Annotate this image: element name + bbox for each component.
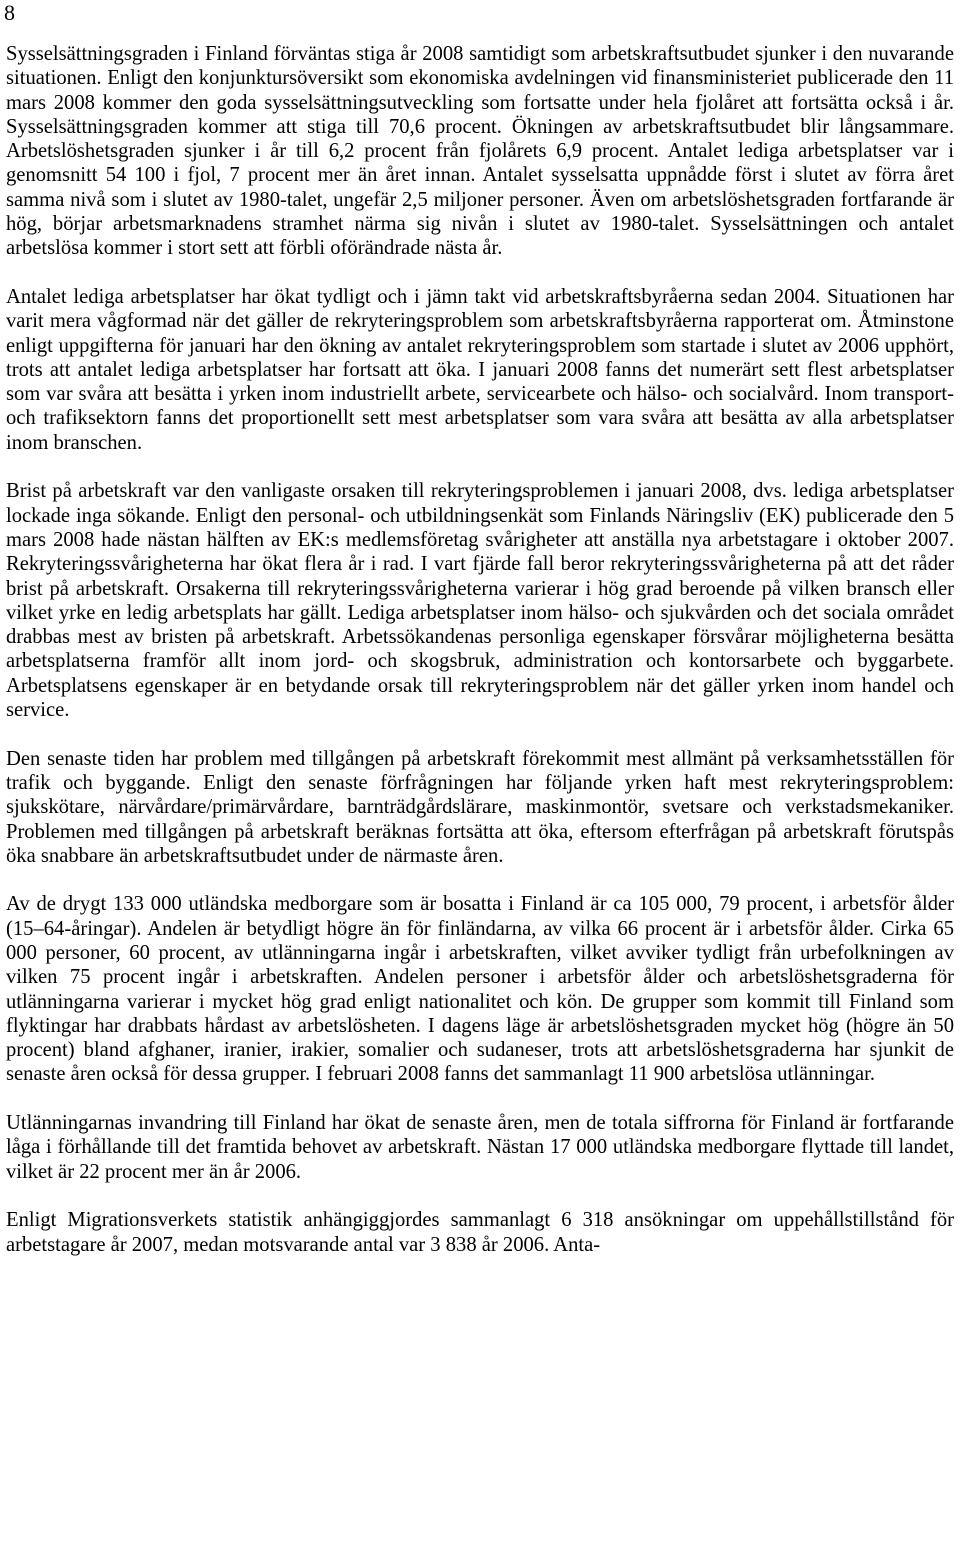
paragraph-employment-rate: Sysselsättningsgraden i Finland förväntas stiga år 2008 samtidigt som arbetskraftsutbudet sjunker i den nuvarande situationen. Enligt den konjunktursöversikt som ekonomiska avdelningen vid finansministeriet publicerade den 11 mars 2008 kommer den goda sysselsättningsutveckling som fortsatte under hela fjolåret att fortsätta också i år. Sysselsättningsgraden kommer att stiga till 70,6 procent. Ökningen av arbetskraftsutbudet blir långsammare. Arbetslöshetsgraden sjunker i år till 6,2 procent från fjolårets 6,9 procent. Antalet lediga arbetsplatser var i genomsnitt 54 100 i fjol, 7 procent mer än året innan. Antalet sysselsatta uppnådde först i slutet av förra året samma nivå som i slutet av 1980-talet, ungefär 2,5 miljoner personer. Även om arbetslöshetsgraden fortfarande är hög, börjar arbetsmarknadens stramhet närma sig nivån i slutet av 1980-talet. Sysselsättningen och antalet arbetslösa kommer i stort sett att förbli oförändrade nästa år. <box>6 43 954 260</box>
paragraph-recruitment-problems: Den senaste tiden har problem med tillgången på arbetskraft förekommit mest allmänt på verksamhetsställen för trafik och byggande. Enligt den senaste förfrågningen har följande yrken haft mest rekryteringsproblem: sjukskötare, närvårdare/primärvårdare, barnträdgårdslärare, maskinmontör, svetsare och verkstadsmekaniker. Problemen med tillgången på arbetskraft beräknas fortsätta att öka, eftersom efterfrågan på arbetskraft förutspås öka snabbare än arbetskraftsutbudet under de närmaste åren. <box>6 747 954 867</box>
paragraph-vacancies: Antalet lediga arbetsplatser har ökat tydligt och i jämn takt vid arbetskraftsbyråerna sedan 2004. Situationen har varit mera vågformad när det gäller de rekryteringsproblem som arbetskraftsbyråerna rapporterat om. Åtminstone enligt uppgifterna för januari har den ökning av antalet rekryteringsproblem som startade i slutet av 2006 upphört, trots att antalet lediga arbetsplatser har fortsatt att öka. I januari 2008 fanns det numerärt sett flest arbetsplatser som var svåra att besätta i yrken inom industriellt arbete, servicearbete och hälso- och socialvård. Inom transport- och trafiksektorn fanns det proportionellt sett mest arbetsplatser som vara svåra att besätta av alla arbetsplatser inom branschen. <box>6 285 954 454</box>
paragraph-foreign-citizens: Av de drygt 133 000 utländska medborgare som är bosatta i Finland är ca 105 000, 79 procent, i arbetsför ålder (15–64-åringar). Andelen är betydligt högre än för finländarna, av vilka 66 procent är i arbetsför ålder. Cirka 65 000 personer, 60 procent, av utlänningarna ingår i arbetskraften, vilket avviker tydligt från urbefolkningen av vilken 75 procent ingår i arbetskraften. Andelen personer i arbetsför ålder och arbetslöshetsgraderna för utlänningarna varierar i mycket hög grad enligt nationalitet och kön. De grupper som kommit till Finland som flyktingar har drabbats hårdast av arbetslösheten. I dagens läge är arbetslöshetsgraden mycket hög (högre än 50 procent) bland afghaner, iranier, irakier, somalier och sudaneser, trots att arbetslöshetsgraderna har sjunkit de senaste åren också för dessa grupper. I februari 2008 fanns det sammanlagt 11 900 arbetslösa utlänningar. <box>6 893 954 1086</box>
page-number: 8 <box>4 0 15 25</box>
body-text <box>6 42 954 1257</box>
paragraph-residence-permits: Enligt Migrationsverkets statistik anhängiggjordes sammanlagt 6 318 ansökningar om uppehållstillstånd för arbetstagare år 2007, medan motsvarande antal var 3 838 år 2006. Anta- <box>6 1209 954 1256</box>
paragraph-labour-shortage: Brist på arbetskraft var den vanligaste orsaken till rekryteringsproblemen i januari 2008, dvs. lediga arbetsplatser lockade inga sökande. Enligt den personal- och utbildningsenkät som Finlands Näringsliv (EK) publicerade den 5 mars 2008 hade nästan hälften av EK:s medlemsföretag svårigheter att anställa nya arbetstagare i oktober 2007. Rekryteringssvårigheterna har ökat flera år i rad. I vart fjärde fall beror rekryteringssvårigheterna på att det råder brist på arbetskraft. Orsakerna till rekryteringssvårigheterna varierar i hög grad beroende på vilken bransch eller vilket yrke en ledig arbetsplats har gällt. Lediga arbetsplatser inom hälso- och sjukvården och det sociala området drabbas mest av bristen på arbetskraft. Arbetssökandenas personliga egenskaper försvårar möjligheterna besätta arbetsplatserna framför allt inom jord- och skogsbruk, administration och kontorsarbete och byggarbete. Arbetsplatsens egenskaper är en betydande orsak till rekryteringsproblem när det gäller yrken inom handel och service. <box>6 480 954 722</box>
paragraph-immigration: Utlänningarnas invandring till Finland har ökat de senaste åren, men de totala siffrorna för Finland är fortfarande låga i förhållande till det framtida behovet av arbetskraft. Nästan 17 000 utländska medborgare flyttade till landet, vilket är 22 procent mer än år 2006. <box>6 1112 954 1183</box>
